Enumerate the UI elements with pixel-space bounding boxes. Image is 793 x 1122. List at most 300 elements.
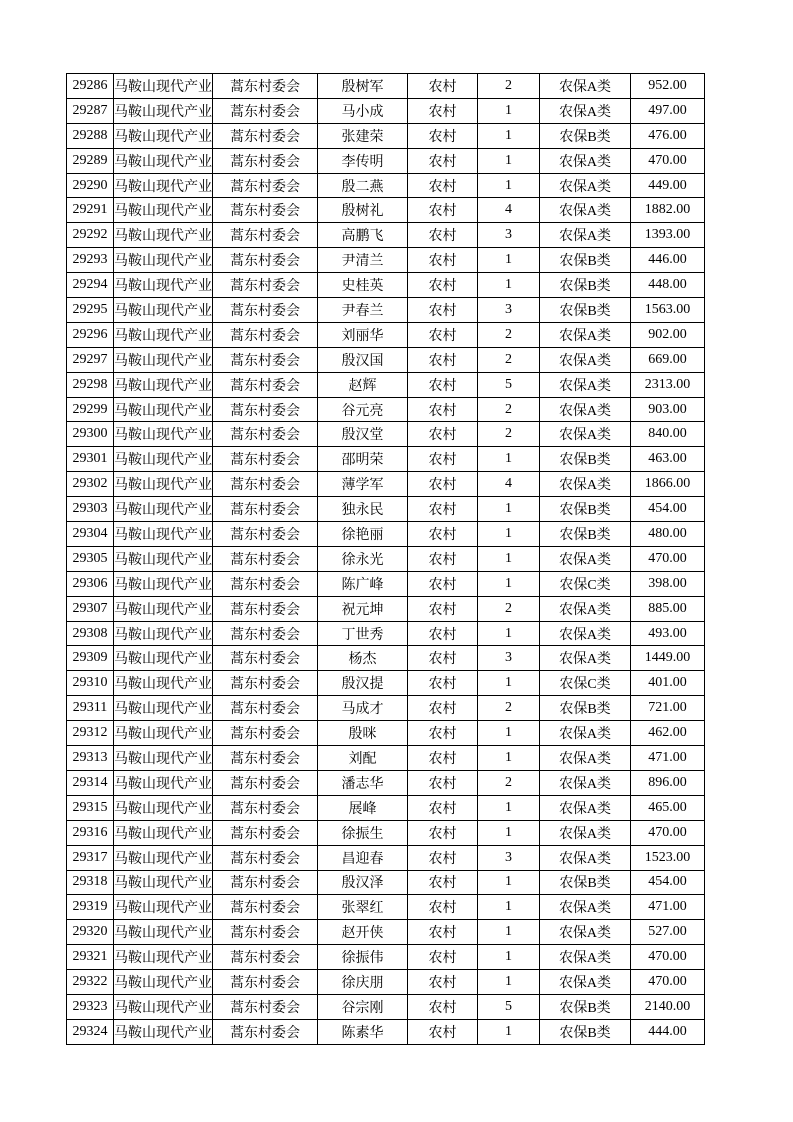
table-cell-organization: 马鞍山现代产业	[114, 447, 213, 472]
table-row	[67, 123, 705, 148]
table-cell-person-name: 薄学军	[318, 472, 408, 497]
table-cell-organization: 马鞍山现代产业	[114, 746, 213, 771]
table-cell-amount: 476.00	[631, 123, 705, 148]
table-cell-organization: 马鞍山现代产业	[114, 372, 213, 397]
table-cell-record-id: 29313	[67, 746, 114, 771]
table-cell-person-name: 殷汉堂	[318, 422, 408, 447]
table-cell-amount: 471.00	[631, 746, 705, 771]
table-cell-person-count: 1	[478, 970, 540, 995]
table-row	[67, 696, 705, 721]
table-cell-residence-type: 农村	[408, 497, 478, 522]
table-cell-record-id: 29307	[67, 596, 114, 621]
table-cell-person-name: 陈广峰	[318, 571, 408, 596]
table-cell-record-id: 29314	[67, 770, 114, 795]
table-cell-amount: 885.00	[631, 596, 705, 621]
table-cell-residence-type: 农村	[408, 298, 478, 323]
table-cell-record-id: 29303	[67, 497, 114, 522]
table-cell-insurance-category: 农保A类	[540, 621, 631, 646]
table-cell-village-committee: 蒿东村委会	[213, 646, 318, 671]
table-cell-organization: 马鞍山现代产业	[114, 74, 213, 99]
table-cell-organization: 马鞍山现代产业	[114, 820, 213, 845]
table-row	[67, 347, 705, 372]
table-cell-amount: 462.00	[631, 721, 705, 746]
table-cell-person-count: 1	[478, 621, 540, 646]
table-cell-insurance-category: 农保A类	[540, 422, 631, 447]
table-cell-amount: 463.00	[631, 447, 705, 472]
table-body	[67, 74, 705, 1045]
table-cell-record-id: 29291	[67, 198, 114, 223]
table-cell-village-committee: 蒿东村委会	[213, 994, 318, 1019]
table-cell-person-count: 1	[478, 746, 540, 771]
table-cell-person-name: 陈素华	[318, 1019, 408, 1044]
table-cell-village-committee: 蒿东村委会	[213, 497, 318, 522]
table-row	[67, 397, 705, 422]
table-cell-village-committee: 蒿东村委会	[213, 571, 318, 596]
table-cell-organization: 马鞍山现代产业	[114, 895, 213, 920]
table-cell-record-id: 29305	[67, 546, 114, 571]
table-cell-amount: 470.00	[631, 820, 705, 845]
table-cell-insurance-category: 农保A类	[540, 845, 631, 870]
table-row	[67, 920, 705, 945]
table-cell-insurance-category: 农保A类	[540, 920, 631, 945]
table-cell-insurance-category: 农保A类	[540, 945, 631, 970]
table-cell-person-name: 马成才	[318, 696, 408, 721]
table-cell-person-count: 1	[478, 273, 540, 298]
table-cell-person-name: 殷汉泽	[318, 870, 408, 895]
table-cell-person-name: 邵明荣	[318, 447, 408, 472]
table-cell-organization: 马鞍山现代产业	[114, 571, 213, 596]
table-cell-village-committee: 蒿东村委会	[213, 347, 318, 372]
table-row	[67, 870, 705, 895]
table-cell-person-name: 杨杰	[318, 646, 408, 671]
table-cell-person-count: 5	[478, 994, 540, 1019]
table-cell-insurance-category: 农保A类	[540, 198, 631, 223]
table-cell-insurance-category: 农保A类	[540, 820, 631, 845]
table-cell-amount: 1866.00	[631, 472, 705, 497]
table-cell-person-count: 2	[478, 322, 540, 347]
table-cell-amount: 454.00	[631, 870, 705, 895]
table-row	[67, 173, 705, 198]
table-cell-person-count: 1	[478, 546, 540, 571]
table-row	[67, 895, 705, 920]
table-row	[67, 621, 705, 646]
table-cell-amount: 902.00	[631, 322, 705, 347]
table-cell-insurance-category: 农保B类	[540, 497, 631, 522]
table-cell-amount: 1882.00	[631, 198, 705, 223]
table-cell-record-id: 29297	[67, 347, 114, 372]
table-cell-person-name: 丁世秀	[318, 621, 408, 646]
table-cell-record-id: 29320	[67, 920, 114, 945]
table-cell-amount: 480.00	[631, 522, 705, 547]
table-cell-organization: 马鞍山现代产业	[114, 148, 213, 173]
table-cell-record-id: 29324	[67, 1019, 114, 1044]
table-cell-person-count: 1	[478, 721, 540, 746]
table-cell-residence-type: 农村	[408, 422, 478, 447]
table-cell-village-committee: 蒿东村委会	[213, 372, 318, 397]
table-cell-residence-type: 农村	[408, 198, 478, 223]
table-cell-organization: 马鞍山现代产业	[114, 596, 213, 621]
table-cell-person-count: 1	[478, 820, 540, 845]
table-cell-village-committee: 蒿东村委会	[213, 721, 318, 746]
table-row	[67, 472, 705, 497]
table-cell-insurance-category: 农保B类	[540, 994, 631, 1019]
table-cell-village-committee: 蒿东村委会	[213, 671, 318, 696]
table-cell-person-name: 谷宗刚	[318, 994, 408, 1019]
table-cell-village-committee: 蒿东村委会	[213, 621, 318, 646]
table-cell-amount: 470.00	[631, 546, 705, 571]
table-cell-person-count: 1	[478, 173, 540, 198]
table-cell-person-name: 赵开侠	[318, 920, 408, 945]
table-cell-village-committee: 蒿东村委会	[213, 422, 318, 447]
table-cell-amount: 398.00	[631, 571, 705, 596]
table-cell-residence-type: 农村	[408, 870, 478, 895]
table-cell-residence-type: 农村	[408, 347, 478, 372]
table-cell-amount: 669.00	[631, 347, 705, 372]
table-row	[67, 546, 705, 571]
table-cell-amount: 449.00	[631, 173, 705, 198]
table-cell-person-count: 1	[478, 1019, 540, 1044]
table-cell-insurance-category: 农保B类	[540, 696, 631, 721]
table-cell-record-id: 29293	[67, 248, 114, 273]
table-cell-person-count: 2	[478, 347, 540, 372]
table-cell-amount: 444.00	[631, 1019, 705, 1044]
table-row	[67, 571, 705, 596]
table-cell-amount: 896.00	[631, 770, 705, 795]
table-cell-person-count: 4	[478, 198, 540, 223]
table-cell-person-name: 展峰	[318, 795, 408, 820]
table-cell-record-id: 29315	[67, 795, 114, 820]
table-cell-record-id: 29295	[67, 298, 114, 323]
table-cell-record-id: 29308	[67, 621, 114, 646]
table-cell-person-name: 潘志华	[318, 770, 408, 795]
table-cell-record-id: 29289	[67, 148, 114, 173]
table-cell-residence-type: 农村	[408, 273, 478, 298]
table-cell-person-count: 5	[478, 372, 540, 397]
table-cell-organization: 马鞍山现代产业	[114, 621, 213, 646]
table-cell-village-committee: 蒿东村委会	[213, 770, 318, 795]
table-cell-residence-type: 农村	[408, 596, 478, 621]
table-cell-residence-type: 农村	[408, 994, 478, 1019]
table-cell-organization: 马鞍山现代产业	[114, 248, 213, 273]
table-row	[67, 845, 705, 870]
table-cell-village-committee: 蒿东村委会	[213, 198, 318, 223]
table-row	[67, 820, 705, 845]
table-cell-record-id: 29302	[67, 472, 114, 497]
table-cell-amount: 401.00	[631, 671, 705, 696]
table-cell-residence-type: 农村	[408, 148, 478, 173]
table-cell-record-id: 29298	[67, 372, 114, 397]
table-cell-person-name: 徐振伟	[318, 945, 408, 970]
table-cell-organization: 马鞍山现代产业	[114, 98, 213, 123]
table-cell-person-count: 1	[478, 945, 540, 970]
table-cell-organization: 马鞍山现代产业	[114, 422, 213, 447]
table-cell-amount: 497.00	[631, 98, 705, 123]
table-cell-village-committee: 蒿东村委会	[213, 472, 318, 497]
table-cell-residence-type: 农村	[408, 322, 478, 347]
table-cell-person-name: 殷咪	[318, 721, 408, 746]
table-cell-person-count: 1	[478, 895, 540, 920]
table-cell-person-count: 1	[478, 795, 540, 820]
table-cell-residence-type: 农村	[408, 770, 478, 795]
table-cell-person-name: 刘配	[318, 746, 408, 771]
table-cell-residence-type: 农村	[408, 397, 478, 422]
table-cell-record-id: 29296	[67, 322, 114, 347]
table-cell-village-committee: 蒿东村委会	[213, 223, 318, 248]
table-cell-person-count: 1	[478, 497, 540, 522]
records-table	[66, 73, 705, 1045]
table-cell-amount: 721.00	[631, 696, 705, 721]
table-cell-record-id: 29323	[67, 994, 114, 1019]
table-cell-residence-type: 农村	[408, 74, 478, 99]
table-cell-organization: 马鞍山现代产业	[114, 721, 213, 746]
table-cell-residence-type: 农村	[408, 571, 478, 596]
table-cell-person-name: 李传明	[318, 148, 408, 173]
table-cell-person-count: 1	[478, 447, 540, 472]
table-row	[67, 746, 705, 771]
table-cell-village-committee: 蒿东村委会	[213, 970, 318, 995]
table-cell-amount: 493.00	[631, 621, 705, 646]
table-cell-record-id: 29286	[67, 74, 114, 99]
table-cell-person-count: 1	[478, 671, 540, 696]
table-row	[67, 447, 705, 472]
table-row	[67, 795, 705, 820]
table-cell-person-count: 4	[478, 472, 540, 497]
table-cell-person-name: 徐庆朋	[318, 970, 408, 995]
table-cell-person-name: 徐艳丽	[318, 522, 408, 547]
table-cell-insurance-category: 农保A类	[540, 770, 631, 795]
table-cell-residence-type: 农村	[408, 472, 478, 497]
table-cell-record-id: 29294	[67, 273, 114, 298]
table-row	[67, 74, 705, 99]
table-cell-person-name: 赵辉	[318, 372, 408, 397]
table-row	[67, 98, 705, 123]
table-cell-village-committee: 蒿东村委会	[213, 397, 318, 422]
table-row	[67, 945, 705, 970]
table-cell-record-id: 29299	[67, 397, 114, 422]
table-cell-insurance-category: 农保A类	[540, 746, 631, 771]
table-cell-village-committee: 蒿东村委会	[213, 447, 318, 472]
table-cell-record-id: 29317	[67, 845, 114, 870]
table-cell-person-name: 徐永光	[318, 546, 408, 571]
table-cell-insurance-category: 农保B类	[540, 447, 631, 472]
table-cell-organization: 马鞍山现代产业	[114, 472, 213, 497]
table-cell-residence-type: 农村	[408, 820, 478, 845]
table-row	[67, 646, 705, 671]
table-cell-village-committee: 蒿东村委会	[213, 123, 318, 148]
table-cell-record-id: 29301	[67, 447, 114, 472]
table-row	[67, 273, 705, 298]
table-cell-record-id: 29304	[67, 522, 114, 547]
table-cell-village-committee: 蒿东村委会	[213, 98, 318, 123]
table-cell-organization: 马鞍山现代产业	[114, 123, 213, 148]
table-cell-residence-type: 农村	[408, 522, 478, 547]
table-cell-insurance-category: 农保B类	[540, 273, 631, 298]
table-cell-person-count: 3	[478, 845, 540, 870]
table-cell-person-count: 1	[478, 522, 540, 547]
table-cell-village-committee: 蒿东村委会	[213, 522, 318, 547]
table-cell-record-id: 29292	[67, 223, 114, 248]
table-cell-organization: 马鞍山现代产业	[114, 298, 213, 323]
table-cell-village-committee: 蒿东村委会	[213, 870, 318, 895]
table-cell-insurance-category: 农保A类	[540, 397, 631, 422]
table-cell-village-committee: 蒿东村委会	[213, 148, 318, 173]
table-cell-organization: 马鞍山现代产业	[114, 397, 213, 422]
table-cell-organization: 马鞍山现代产业	[114, 970, 213, 995]
table-row	[67, 298, 705, 323]
table-cell-amount: 1523.00	[631, 845, 705, 870]
table-cell-insurance-category: 农保C类	[540, 671, 631, 696]
table-cell-insurance-category: 农保A类	[540, 322, 631, 347]
table-cell-person-count: 1	[478, 98, 540, 123]
table-cell-amount: 952.00	[631, 74, 705, 99]
table-cell-residence-type: 农村	[408, 945, 478, 970]
table-row	[67, 422, 705, 447]
table-cell-amount: 1563.00	[631, 298, 705, 323]
table-cell-amount: 1393.00	[631, 223, 705, 248]
table-cell-insurance-category: 农保A类	[540, 970, 631, 995]
table-cell-insurance-category: 农保C类	[540, 571, 631, 596]
table-cell-record-id: 29312	[67, 721, 114, 746]
table-row	[67, 671, 705, 696]
table-row	[67, 148, 705, 173]
table-cell-organization: 马鞍山现代产业	[114, 173, 213, 198]
table-cell-record-id: 29318	[67, 870, 114, 895]
table-cell-record-id: 29306	[67, 571, 114, 596]
table-cell-residence-type: 农村	[408, 920, 478, 945]
table-cell-person-count: 2	[478, 696, 540, 721]
table-cell-person-name: 尹清兰	[318, 248, 408, 273]
table-cell-organization: 马鞍山现代产业	[114, 347, 213, 372]
table-cell-residence-type: 农村	[408, 173, 478, 198]
table-cell-insurance-category: 农保A类	[540, 472, 631, 497]
table-cell-organization: 马鞍山现代产业	[114, 671, 213, 696]
table-cell-village-committee: 蒿东村委会	[213, 746, 318, 771]
table-cell-person-name: 谷元亮	[318, 397, 408, 422]
table-cell-village-committee: 蒿东村委会	[213, 173, 318, 198]
table-cell-insurance-category: 农保B类	[540, 870, 631, 895]
table-cell-residence-type: 农村	[408, 671, 478, 696]
table-cell-record-id: 29300	[67, 422, 114, 447]
table-cell-person-count: 3	[478, 646, 540, 671]
table-row	[67, 994, 705, 1019]
table-cell-residence-type: 农村	[408, 546, 478, 571]
table-cell-village-committee: 蒿东村委会	[213, 795, 318, 820]
table-cell-insurance-category: 农保A类	[540, 74, 631, 99]
table-cell-insurance-category: 农保A类	[540, 173, 631, 198]
table-cell-person-count: 1	[478, 148, 540, 173]
table-cell-organization: 马鞍山现代产业	[114, 920, 213, 945]
table-cell-person-count: 2	[478, 770, 540, 795]
table-cell-village-committee: 蒿东村委会	[213, 322, 318, 347]
table-cell-residence-type: 农村	[408, 746, 478, 771]
table-cell-person-count: 2	[478, 422, 540, 447]
table-cell-record-id: 29322	[67, 970, 114, 995]
table-cell-insurance-category: 农保A类	[540, 721, 631, 746]
table-cell-person-name: 徐振生	[318, 820, 408, 845]
table-cell-residence-type: 农村	[408, 646, 478, 671]
table-cell-record-id: 29290	[67, 173, 114, 198]
table-cell-person-count: 1	[478, 870, 540, 895]
table-cell-insurance-category: 农保A类	[540, 223, 631, 248]
table-cell-organization: 马鞍山现代产业	[114, 646, 213, 671]
table-cell-residence-type: 农村	[408, 845, 478, 870]
table-cell-record-id: 29321	[67, 945, 114, 970]
table-cell-amount: 2313.00	[631, 372, 705, 397]
table-cell-organization: 马鞍山现代产业	[114, 696, 213, 721]
table-cell-person-count: 2	[478, 74, 540, 99]
table-cell-record-id: 29311	[67, 696, 114, 721]
table-cell-amount: 446.00	[631, 248, 705, 273]
table-cell-person-name: 殷树军	[318, 74, 408, 99]
table-cell-record-id: 29309	[67, 646, 114, 671]
table-cell-person-count: 1	[478, 920, 540, 945]
table-cell-residence-type: 农村	[408, 795, 478, 820]
table-cell-organization: 马鞍山现代产业	[114, 223, 213, 248]
table-cell-insurance-category: 农保A类	[540, 372, 631, 397]
table-cell-person-name: 昌迎春	[318, 845, 408, 870]
table-cell-organization: 马鞍山现代产业	[114, 198, 213, 223]
table-cell-residence-type: 农村	[408, 721, 478, 746]
table-cell-village-committee: 蒿东村委会	[213, 74, 318, 99]
table-cell-village-committee: 蒿东村委会	[213, 546, 318, 571]
table-cell-amount: 470.00	[631, 148, 705, 173]
table-cell-village-committee: 蒿东村委会	[213, 1019, 318, 1044]
table-cell-organization: 马鞍山现代产业	[114, 497, 213, 522]
table-cell-village-committee: 蒿东村委会	[213, 298, 318, 323]
table-cell-person-name: 殷汉提	[318, 671, 408, 696]
table-cell-residence-type: 农村	[408, 1019, 478, 1044]
table-cell-person-name: 刘丽华	[318, 322, 408, 347]
table-cell-person-name: 殷汉国	[318, 347, 408, 372]
table-cell-organization: 马鞍山现代产业	[114, 770, 213, 795]
table-cell-residence-type: 农村	[408, 223, 478, 248]
table-cell-residence-type: 农村	[408, 123, 478, 148]
table-cell-person-name: 张翠红	[318, 895, 408, 920]
table-cell-residence-type: 农村	[408, 372, 478, 397]
table-row	[67, 522, 705, 547]
table-cell-insurance-category: 农保A类	[540, 546, 631, 571]
table-cell-village-committee: 蒿东村委会	[213, 920, 318, 945]
table-cell-insurance-category: 农保A类	[540, 596, 631, 621]
table-cell-person-name: 高鹏飞	[318, 223, 408, 248]
table-row	[67, 372, 705, 397]
table-cell-insurance-category: 农保A类	[540, 895, 631, 920]
table-cell-residence-type: 农村	[408, 447, 478, 472]
table-cell-organization: 马鞍山现代产业	[114, 322, 213, 347]
table-row	[67, 497, 705, 522]
table-cell-record-id: 29287	[67, 98, 114, 123]
table-cell-village-committee: 蒿东村委会	[213, 845, 318, 870]
table-cell-residence-type: 农村	[408, 895, 478, 920]
table-cell-organization: 马鞍山现代产业	[114, 1019, 213, 1044]
table-cell-person-count: 2	[478, 397, 540, 422]
table-cell-organization: 马鞍山现代产业	[114, 273, 213, 298]
table-cell-insurance-category: 农保A类	[540, 98, 631, 123]
table-cell-person-count: 3	[478, 223, 540, 248]
table-row	[67, 596, 705, 621]
table-cell-record-id: 29316	[67, 820, 114, 845]
table-cell-person-name: 独永民	[318, 497, 408, 522]
table-cell-organization: 马鞍山现代产业	[114, 870, 213, 895]
table-cell-amount: 470.00	[631, 970, 705, 995]
table-cell-person-name: 张建荣	[318, 123, 408, 148]
table-cell-residence-type: 农村	[408, 696, 478, 721]
table-cell-insurance-category: 农保B类	[540, 123, 631, 148]
table-cell-record-id: 29310	[67, 671, 114, 696]
table-cell-amount: 471.00	[631, 895, 705, 920]
table-cell-village-committee: 蒿东村委会	[213, 945, 318, 970]
table-row	[67, 721, 705, 746]
